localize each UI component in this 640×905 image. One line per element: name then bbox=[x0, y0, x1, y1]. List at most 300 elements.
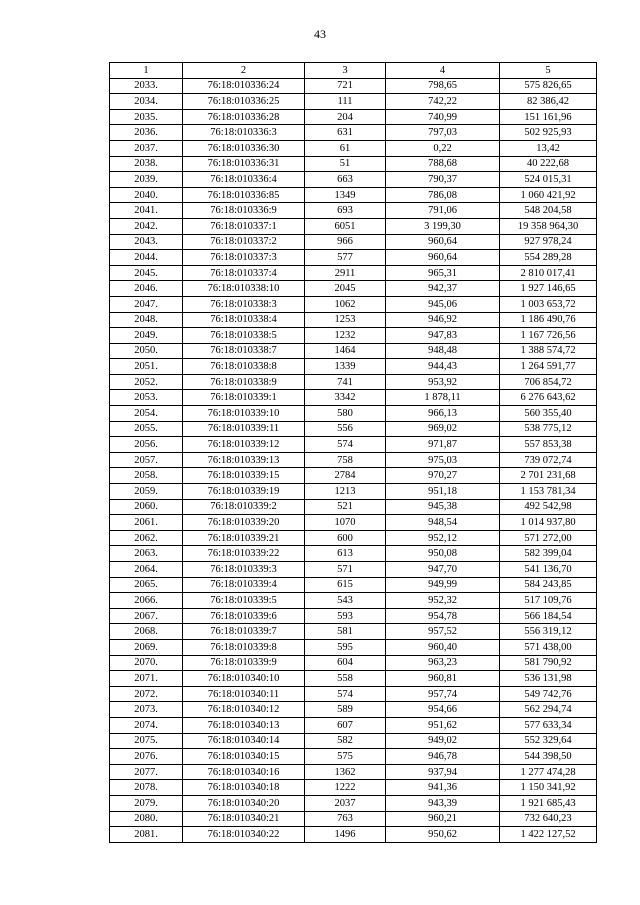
area-cell: 577 bbox=[305, 250, 386, 266]
table-row bbox=[110, 390, 597, 406]
rate-cell: 788,68 bbox=[386, 156, 500, 172]
cadastral-number-cell: 76:18:010339:8 bbox=[183, 639, 305, 655]
value-cell: 562 294,74 bbox=[500, 702, 597, 718]
row-number-cell: 2050. bbox=[110, 343, 183, 359]
rate-cell: 1 878,11 bbox=[386, 390, 500, 406]
value-cell: 732 640,23 bbox=[500, 811, 597, 827]
rate-cell: 960,40 bbox=[386, 639, 500, 655]
area-cell: 574 bbox=[305, 437, 386, 453]
value-cell: 706 854,72 bbox=[500, 374, 597, 390]
row-number-cell: 2077. bbox=[110, 764, 183, 780]
area-cell: 593 bbox=[305, 608, 386, 624]
cadastral-number-cell: 76:18:010338:10 bbox=[183, 281, 305, 297]
row-number-cell: 2054. bbox=[110, 406, 183, 422]
area-cell: 663 bbox=[305, 172, 386, 188]
row-number-cell: 2064. bbox=[110, 562, 183, 578]
rate-cell: 3 199,30 bbox=[386, 218, 500, 234]
cadastral-number-cell: 76:18:010339:1 bbox=[183, 390, 305, 406]
rate-cell: 949,02 bbox=[386, 733, 500, 749]
area-cell: 521 bbox=[305, 499, 386, 515]
table-row bbox=[110, 437, 597, 453]
table-row bbox=[110, 499, 597, 515]
area-cell: 581 bbox=[305, 624, 386, 640]
cadastral-number-cell: 76:18:010337:2 bbox=[183, 234, 305, 250]
column-header: 1 bbox=[110, 63, 183, 79]
cadastral-number-cell: 76:18:010336:30 bbox=[183, 140, 305, 156]
cadastral-number-cell: 76:18:010336:28 bbox=[183, 109, 305, 125]
value-cell: 492 542,98 bbox=[500, 499, 597, 515]
area-cell: 613 bbox=[305, 546, 386, 562]
table-row bbox=[110, 484, 597, 500]
table-row bbox=[110, 406, 597, 422]
value-cell: 13,42 bbox=[500, 140, 597, 156]
rate-cell: 950,62 bbox=[386, 827, 500, 843]
rate-cell: 951,62 bbox=[386, 717, 500, 733]
table-row bbox=[110, 218, 597, 234]
area-cell: 61 bbox=[305, 140, 386, 156]
value-cell: 566 184,54 bbox=[500, 608, 597, 624]
row-number-cell: 2070. bbox=[110, 655, 183, 671]
row-number-cell: 2056. bbox=[110, 437, 183, 453]
table-row bbox=[110, 795, 597, 811]
rate-cell: 954,78 bbox=[386, 608, 500, 624]
rate-cell: 960,64 bbox=[386, 234, 500, 250]
table-row bbox=[110, 359, 597, 375]
cadastral-number-cell: 76:18:010338:7 bbox=[183, 343, 305, 359]
row-number-cell: 2059. bbox=[110, 484, 183, 500]
cadastral-number-cell: 76:18:010340:12 bbox=[183, 702, 305, 718]
area-cell: 693 bbox=[305, 203, 386, 219]
row-number-cell: 2080. bbox=[110, 811, 183, 827]
rate-cell: 946,78 bbox=[386, 749, 500, 765]
table-row bbox=[110, 109, 597, 125]
rate-cell: 960,21 bbox=[386, 811, 500, 827]
rate-cell: 975,03 bbox=[386, 452, 500, 468]
area-cell: 111 bbox=[305, 94, 386, 110]
cadastral-number-cell: 76:18:010339:5 bbox=[183, 593, 305, 609]
table-row bbox=[110, 421, 597, 437]
row-number-cell: 2072. bbox=[110, 686, 183, 702]
value-cell: 40 222,68 bbox=[500, 156, 597, 172]
row-number-cell: 2044. bbox=[110, 250, 183, 266]
column-header: 5 bbox=[500, 63, 597, 79]
rate-cell: 791,06 bbox=[386, 203, 500, 219]
area-cell: 1496 bbox=[305, 827, 386, 843]
area-cell: 763 bbox=[305, 811, 386, 827]
cadastral-number-cell: 76:18:010336:31 bbox=[183, 156, 305, 172]
cadastral-number-cell: 76:18:010339:7 bbox=[183, 624, 305, 640]
rate-cell: 945,06 bbox=[386, 296, 500, 312]
rate-cell: 942,37 bbox=[386, 281, 500, 297]
cadastral-number-cell: 76:18:010339:4 bbox=[183, 577, 305, 593]
table-row bbox=[110, 328, 597, 344]
area-cell: 543 bbox=[305, 593, 386, 609]
value-cell: 552 329,64 bbox=[500, 733, 597, 749]
table-row bbox=[110, 624, 597, 640]
value-cell: 1 153 781,34 bbox=[500, 484, 597, 500]
area-cell: 721 bbox=[305, 78, 386, 94]
cadastral-number-cell: 76:18:010340:11 bbox=[183, 686, 305, 702]
area-cell: 1362 bbox=[305, 764, 386, 780]
area-cell: 556 bbox=[305, 421, 386, 437]
area-cell: 1070 bbox=[305, 515, 386, 531]
row-number-cell: 2079. bbox=[110, 795, 183, 811]
table-row bbox=[110, 827, 597, 843]
row-number-cell: 2046. bbox=[110, 281, 183, 297]
cadastral-number-cell: 76:18:010336:3 bbox=[183, 125, 305, 141]
value-cell: 2 701 231,68 bbox=[500, 468, 597, 484]
row-number-cell: 2041. bbox=[110, 203, 183, 219]
row-number-cell: 2051. bbox=[110, 359, 183, 375]
area-cell: 3342 bbox=[305, 390, 386, 406]
table-row bbox=[110, 639, 597, 655]
cadastral-number-cell: 76:18:010339:12 bbox=[183, 437, 305, 453]
area-cell: 600 bbox=[305, 530, 386, 546]
row-number-cell: 2058. bbox=[110, 468, 183, 484]
row-number-cell: 2055. bbox=[110, 421, 183, 437]
area-cell: 758 bbox=[305, 452, 386, 468]
rate-cell: 971,87 bbox=[386, 437, 500, 453]
rate-cell: 948,54 bbox=[386, 515, 500, 531]
rate-cell: 798,65 bbox=[386, 78, 500, 94]
row-number-cell: 2036. bbox=[110, 125, 183, 141]
table-row bbox=[110, 702, 597, 718]
value-cell: 2 810 017,41 bbox=[500, 265, 597, 281]
value-cell: 739 072,74 bbox=[500, 452, 597, 468]
row-number-cell: 2062. bbox=[110, 530, 183, 546]
area-cell: 2037 bbox=[305, 795, 386, 811]
cadastral-number-cell: 76:18:010339:22 bbox=[183, 546, 305, 562]
rate-cell: 970,27 bbox=[386, 468, 500, 484]
row-number-cell: 2034. bbox=[110, 94, 183, 110]
area-cell: 631 bbox=[305, 125, 386, 141]
column-header: 3 bbox=[305, 63, 386, 79]
table-row bbox=[110, 764, 597, 780]
cadastral-number-cell: 76:18:010339:11 bbox=[183, 421, 305, 437]
value-cell: 502 925,93 bbox=[500, 125, 597, 141]
cadastral-number-cell: 76:18:010338:4 bbox=[183, 312, 305, 328]
page-number: 43 bbox=[314, 27, 326, 41]
value-cell: 517 109,76 bbox=[500, 593, 597, 609]
table-row bbox=[110, 671, 597, 687]
value-cell: 1 927 146,65 bbox=[500, 281, 597, 297]
rate-cell: 952,32 bbox=[386, 593, 500, 609]
table-row bbox=[110, 655, 597, 671]
value-cell: 82 386,42 bbox=[500, 94, 597, 110]
table-row bbox=[110, 452, 597, 468]
row-number-cell: 2045. bbox=[110, 265, 183, 281]
cadastral-number-cell: 76:18:010339:15 bbox=[183, 468, 305, 484]
row-number-cell: 2078. bbox=[110, 780, 183, 796]
rate-cell: 948,48 bbox=[386, 343, 500, 359]
cadastral-number-cell: 76:18:010339:20 bbox=[183, 515, 305, 531]
cadastral-number-cell: 76:18:010337:4 bbox=[183, 265, 305, 281]
table-row bbox=[110, 265, 597, 281]
rate-cell: 947,70 bbox=[386, 562, 500, 578]
area-cell: 1062 bbox=[305, 296, 386, 312]
table-row bbox=[110, 686, 597, 702]
value-cell: 544 398,50 bbox=[500, 749, 597, 765]
value-cell: 581 790,92 bbox=[500, 655, 597, 671]
row-number-cell: 2049. bbox=[110, 328, 183, 344]
row-number-cell: 2075. bbox=[110, 733, 183, 749]
rate-cell: 957,52 bbox=[386, 624, 500, 640]
rate-cell: 951,18 bbox=[386, 484, 500, 500]
cadastral-number-cell: 76:18:010339:2 bbox=[183, 499, 305, 515]
row-number-cell: 2065. bbox=[110, 577, 183, 593]
cadastral-number-cell: 76:18:010337:1 bbox=[183, 218, 305, 234]
rate-cell: 963,23 bbox=[386, 655, 500, 671]
area-cell: 966 bbox=[305, 234, 386, 250]
cadastral-number-cell: 76:18:010339:9 bbox=[183, 655, 305, 671]
value-cell: 1 186 490,76 bbox=[500, 312, 597, 328]
table-row bbox=[110, 593, 597, 609]
row-number-cell: 2069. bbox=[110, 639, 183, 655]
table-row bbox=[110, 125, 597, 141]
table-row bbox=[110, 546, 597, 562]
value-cell: 554 289,28 bbox=[500, 250, 597, 266]
row-number-cell: 2081. bbox=[110, 827, 183, 843]
rate-cell: 944,43 bbox=[386, 359, 500, 375]
value-cell: 541 136,70 bbox=[500, 562, 597, 578]
cadastral-number-cell: 76:18:010339:6 bbox=[183, 608, 305, 624]
value-cell: 577 633,34 bbox=[500, 717, 597, 733]
row-number-cell: 2067. bbox=[110, 608, 183, 624]
area-cell: 2045 bbox=[305, 281, 386, 297]
rate-cell: 797,03 bbox=[386, 125, 500, 141]
rate-cell: 960,64 bbox=[386, 250, 500, 266]
cadastral-number-cell: 76:18:010340:21 bbox=[183, 811, 305, 827]
row-number-cell: 2052. bbox=[110, 374, 183, 390]
table-row bbox=[110, 343, 597, 359]
cadastral-table bbox=[109, 62, 597, 843]
cadastral-number-cell: 76:18:010339:19 bbox=[183, 484, 305, 500]
row-number-cell: 2042. bbox=[110, 218, 183, 234]
value-cell: 536 131,98 bbox=[500, 671, 597, 687]
rate-cell: 952,12 bbox=[386, 530, 500, 546]
value-cell: 571 438,00 bbox=[500, 639, 597, 655]
table-row bbox=[110, 203, 597, 219]
cadastral-number-cell: 76:18:010336:9 bbox=[183, 203, 305, 219]
table-row bbox=[110, 94, 597, 110]
value-cell: 1 060 421,92 bbox=[500, 187, 597, 203]
row-number-cell: 2068. bbox=[110, 624, 183, 640]
rate-cell: 742,22 bbox=[386, 94, 500, 110]
cadastral-number-cell: 76:18:010339:21 bbox=[183, 530, 305, 546]
cadastral-number-cell: 76:18:010340:16 bbox=[183, 764, 305, 780]
rate-cell: 0,22 bbox=[386, 140, 500, 156]
area-cell: 595 bbox=[305, 639, 386, 655]
rate-cell: 960,81 bbox=[386, 671, 500, 687]
area-cell: 204 bbox=[305, 109, 386, 125]
cadastral-number-cell: 76:18:010340:18 bbox=[183, 780, 305, 796]
area-cell: 2784 bbox=[305, 468, 386, 484]
cadastral-number-cell: 76:18:010336:24 bbox=[183, 78, 305, 94]
value-cell: 1 264 591,77 bbox=[500, 359, 597, 375]
area-cell: 615 bbox=[305, 577, 386, 593]
area-cell: 574 bbox=[305, 686, 386, 702]
value-cell: 584 243,85 bbox=[500, 577, 597, 593]
cadastral-number-cell: 76:18:010338:3 bbox=[183, 296, 305, 312]
row-number-cell: 2033. bbox=[110, 78, 183, 94]
cadastral-number-cell: 76:18:010338:5 bbox=[183, 328, 305, 344]
area-cell: 1349 bbox=[305, 187, 386, 203]
table-body bbox=[110, 63, 597, 843]
area-cell: 1232 bbox=[305, 328, 386, 344]
rate-cell: 947,83 bbox=[386, 328, 500, 344]
row-number-cell: 2043. bbox=[110, 234, 183, 250]
cadastral-number-cell: 76:18:010336:85 bbox=[183, 187, 305, 203]
row-number-cell: 2040. bbox=[110, 187, 183, 203]
value-cell: 538 775,12 bbox=[500, 421, 597, 437]
rate-cell: 740,99 bbox=[386, 109, 500, 125]
area-cell: 6051 bbox=[305, 218, 386, 234]
value-cell: 560 355,40 bbox=[500, 406, 597, 422]
table-row bbox=[110, 530, 597, 546]
table-header-row bbox=[110, 63, 597, 79]
area-cell: 51 bbox=[305, 156, 386, 172]
value-cell: 1 388 574,72 bbox=[500, 343, 597, 359]
row-number-cell: 2071. bbox=[110, 671, 183, 687]
row-number-cell: 2063. bbox=[110, 546, 183, 562]
cadastral-number-cell: 76:18:010339:3 bbox=[183, 562, 305, 578]
row-number-cell: 2057. bbox=[110, 452, 183, 468]
table-row bbox=[110, 250, 597, 266]
area-cell: 580 bbox=[305, 406, 386, 422]
area-cell: 1339 bbox=[305, 359, 386, 375]
row-number-cell: 2076. bbox=[110, 749, 183, 765]
rate-cell: 943,39 bbox=[386, 795, 500, 811]
area-cell: 741 bbox=[305, 374, 386, 390]
value-cell: 549 742,76 bbox=[500, 686, 597, 702]
rate-cell: 937,94 bbox=[386, 764, 500, 780]
table-row bbox=[110, 468, 597, 484]
table-row bbox=[110, 515, 597, 531]
column-header: 4 bbox=[386, 63, 500, 79]
value-cell: 151 161,96 bbox=[500, 109, 597, 125]
value-cell: 927 978,24 bbox=[500, 234, 597, 250]
value-cell: 1 167 726,56 bbox=[500, 328, 597, 344]
table-row bbox=[110, 156, 597, 172]
table-row bbox=[110, 234, 597, 250]
area-cell: 589 bbox=[305, 702, 386, 718]
value-cell: 582 399,04 bbox=[500, 546, 597, 562]
area-cell: 571 bbox=[305, 562, 386, 578]
area-cell: 2911 bbox=[305, 265, 386, 281]
table-row bbox=[110, 172, 597, 188]
table-row bbox=[110, 78, 597, 94]
cadastral-number-cell: 76:18:010337:3 bbox=[183, 250, 305, 266]
area-cell: 604 bbox=[305, 655, 386, 671]
rate-cell: 966,13 bbox=[386, 406, 500, 422]
area-cell: 1222 bbox=[305, 780, 386, 796]
value-cell: 1 003 653,72 bbox=[500, 296, 597, 312]
area-cell: 558 bbox=[305, 671, 386, 687]
value-cell: 575 826,65 bbox=[500, 78, 597, 94]
rate-cell: 965,31 bbox=[386, 265, 500, 281]
table-row bbox=[110, 187, 597, 203]
row-number-cell: 2048. bbox=[110, 312, 183, 328]
row-number-cell: 2073. bbox=[110, 702, 183, 718]
value-cell: 1 921 685,43 bbox=[500, 795, 597, 811]
table-row bbox=[110, 312, 597, 328]
cadastral-number-cell: 76:18:010340:14 bbox=[183, 733, 305, 749]
value-cell: 6 276 643,62 bbox=[500, 390, 597, 406]
table-row bbox=[110, 562, 597, 578]
table-row bbox=[110, 780, 597, 796]
value-cell: 524 015,31 bbox=[500, 172, 597, 188]
row-number-cell: 2037. bbox=[110, 140, 183, 156]
row-number-cell: 2074. bbox=[110, 717, 183, 733]
rate-cell: 957,74 bbox=[386, 686, 500, 702]
table-row bbox=[110, 374, 597, 390]
area-cell: 1253 bbox=[305, 312, 386, 328]
table-row bbox=[110, 749, 597, 765]
value-cell: 571 272,00 bbox=[500, 530, 597, 546]
value-cell: 19 358 964,30 bbox=[500, 218, 597, 234]
table-row bbox=[110, 140, 597, 156]
table-row bbox=[110, 608, 597, 624]
table-row bbox=[110, 717, 597, 733]
cadastral-number-cell: 76:18:010340:20 bbox=[183, 795, 305, 811]
cadastral-number-cell: 76:18:010336:4 bbox=[183, 172, 305, 188]
cadastral-number-cell: 76:18:010338:8 bbox=[183, 359, 305, 375]
table-row bbox=[110, 811, 597, 827]
value-cell: 1 422 127,52 bbox=[500, 827, 597, 843]
column-header: 2 bbox=[183, 63, 305, 79]
cadastral-number-cell: 76:18:010336:25 bbox=[183, 94, 305, 110]
area-cell: 1213 bbox=[305, 484, 386, 500]
table-row bbox=[110, 281, 597, 297]
row-number-cell: 2047. bbox=[110, 296, 183, 312]
cadastral-number-cell: 76:18:010339:13 bbox=[183, 452, 305, 468]
rate-cell: 950,08 bbox=[386, 546, 500, 562]
cadastral-number-cell: 76:18:010339:10 bbox=[183, 406, 305, 422]
row-number-cell: 2038. bbox=[110, 156, 183, 172]
row-number-cell: 2035. bbox=[110, 109, 183, 125]
cadastral-number-cell: 76:18:010340:15 bbox=[183, 749, 305, 765]
value-cell: 548 204,58 bbox=[500, 203, 597, 219]
rate-cell: 969,02 bbox=[386, 421, 500, 437]
rate-cell: 786,08 bbox=[386, 187, 500, 203]
row-number-cell: 2039. bbox=[110, 172, 183, 188]
cadastral-number-cell: 76:18:010340:22 bbox=[183, 827, 305, 843]
area-cell: 607 bbox=[305, 717, 386, 733]
table-row bbox=[110, 296, 597, 312]
cadastral-number-cell: 76:18:010340:10 bbox=[183, 671, 305, 687]
area-cell: 582 bbox=[305, 733, 386, 749]
row-number-cell: 2066. bbox=[110, 593, 183, 609]
area-cell: 1464 bbox=[305, 343, 386, 359]
cadastral-number-cell: 76:18:010338:9 bbox=[183, 374, 305, 390]
row-number-cell: 2060. bbox=[110, 499, 183, 515]
cadastral-number-cell: 76:18:010340:13 bbox=[183, 717, 305, 733]
rate-cell: 945,38 bbox=[386, 499, 500, 515]
rate-cell: 941,36 bbox=[386, 780, 500, 796]
value-cell: 556 319,12 bbox=[500, 624, 597, 640]
area-cell: 575 bbox=[305, 749, 386, 765]
rate-cell: 949,99 bbox=[386, 577, 500, 593]
table-row bbox=[110, 733, 597, 749]
value-cell: 557 853,38 bbox=[500, 437, 597, 453]
table-row bbox=[110, 577, 597, 593]
value-cell: 1 277 474,28 bbox=[500, 764, 597, 780]
rate-cell: 953,92 bbox=[386, 374, 500, 390]
rate-cell: 946,92 bbox=[386, 312, 500, 328]
value-cell: 1 150 341,92 bbox=[500, 780, 597, 796]
row-number-cell: 2061. bbox=[110, 515, 183, 531]
value-cell: 1 014 937,80 bbox=[500, 515, 597, 531]
